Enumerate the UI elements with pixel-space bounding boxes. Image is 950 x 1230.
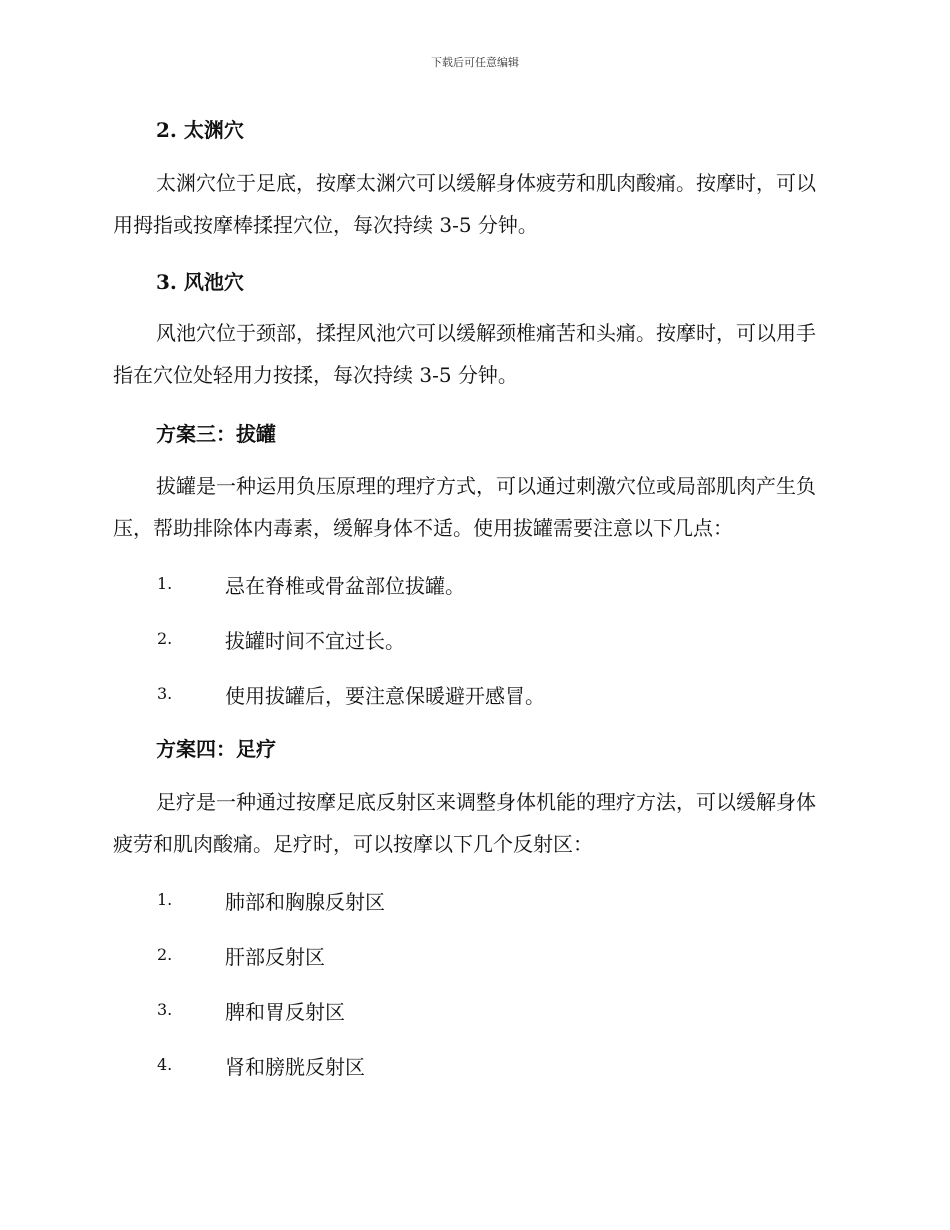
- section-heading-plan-four: 方案四：足疗: [156, 737, 276, 761]
- paragraph-taiyuan: 太渊穴位于足底，按摩太渊穴可以缓解身体疲劳和肌肉酸痛。按摩时，可以用拇指或按摩棒揉捏穴位，每次持续 3-5 分钟。: [113, 171, 816, 237]
- section-heading-taiyuan: 2. 太渊穴: [156, 118, 244, 142]
- list-text: 脾和胃反射区: [225, 1000, 345, 1024]
- paragraph-plan-four: 足疗是一种通过按摩足底反射区来调整身体机能的理疗方法，可以缓解身体疲劳和肌肉酸痛。足疗时，可以按摩以下几个反射区：: [113, 790, 816, 856]
- paragraph-fengchi: 风池穴位于颈部，揉捏风池穴可以缓解颈椎痛苦和头痛。按摩时，可以用手指在穴位处轻用力按揉，每次持续 3-5 分钟。: [113, 321, 816, 387]
- list-text: 忌在脊椎或骨盆部位拔罐。: [225, 574, 465, 598]
- list-number: 2.: [157, 629, 173, 648]
- list-text: 肺部和胸腺反射区: [225, 890, 385, 914]
- list-number: 1.: [157, 890, 173, 909]
- section-heading-plan-three: 方案三：拔罐: [156, 422, 276, 446]
- list-number: 1.: [157, 574, 173, 593]
- list-item: [0, 996, 950, 1026]
- list-text: 肝部反射区: [225, 945, 325, 969]
- list-text: 拔罐时间不宜过长。: [225, 629, 405, 653]
- list-item: [0, 941, 950, 971]
- list-number: 3.: [157, 684, 173, 703]
- section-heading-fengchi: 3. 风池穴: [156, 270, 244, 294]
- page-header: 下载后可任意编辑: [431, 56, 519, 69]
- list-item: [0, 570, 950, 600]
- list-item: [0, 886, 950, 916]
- list-text: 肾和膀胱反射区: [225, 1055, 365, 1079]
- list-item: [0, 625, 950, 655]
- list-number: 3.: [157, 1000, 173, 1019]
- paragraph-plan-three: 拔罐是一种运用负压原理的理疗方式，可以通过刺激穴位或局部肌肉产生负压，帮助排除体内毒素，缓解身体不适。使用拔罐需要注意以下几点：: [113, 474, 816, 540]
- list-number: 2.: [157, 945, 173, 964]
- list-text: 使用拔罐后，要注意保暖避开感冒。: [225, 684, 545, 708]
- list-item: [0, 680, 950, 710]
- list-number: 4.: [157, 1055, 173, 1074]
- list-item: [0, 1051, 950, 1081]
